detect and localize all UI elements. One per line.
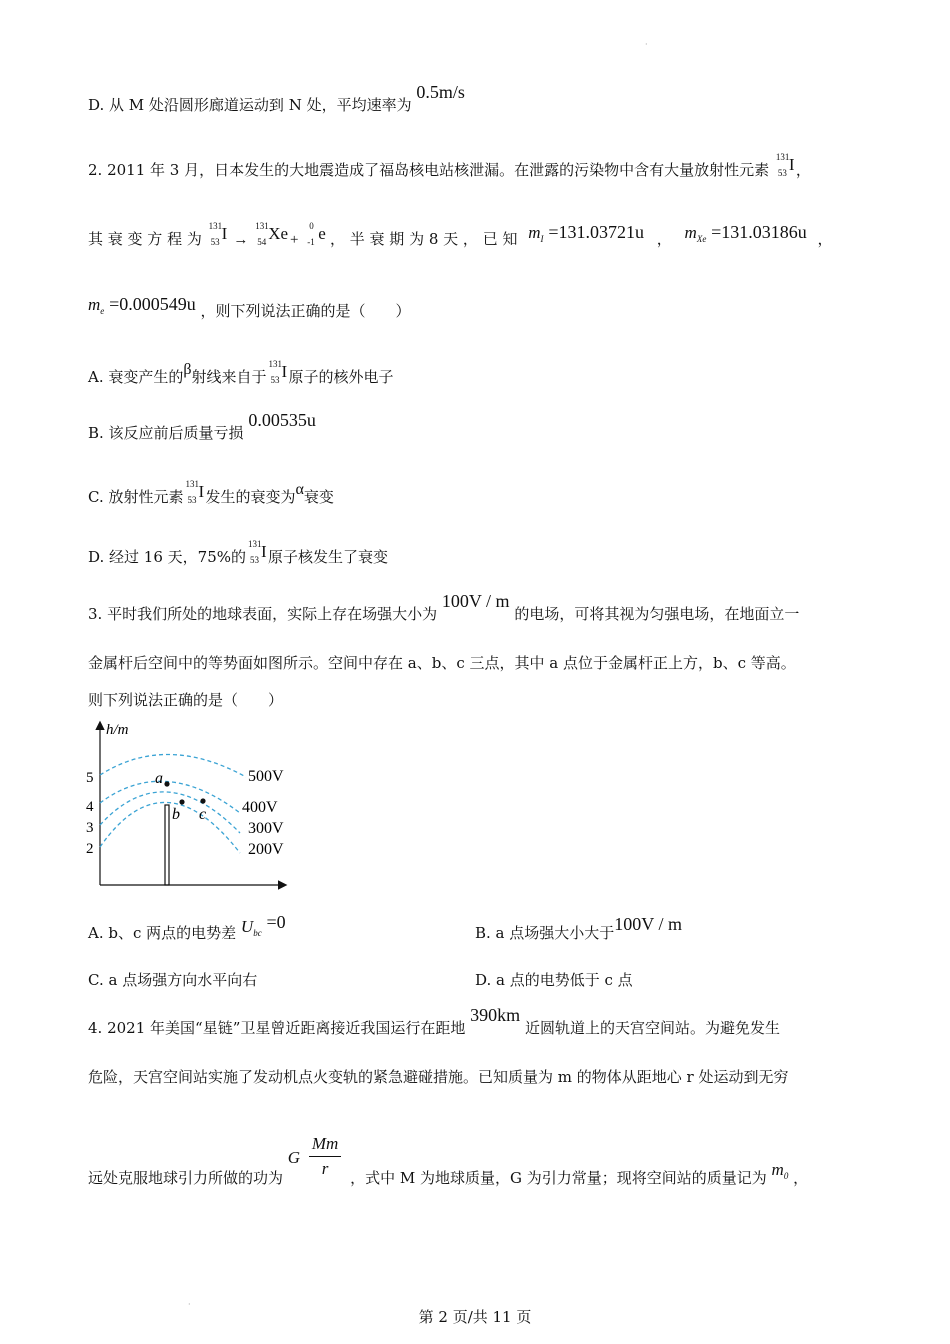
point-label: a: [155, 770, 163, 787]
m-xe-value: =131.03186u: [711, 222, 807, 242]
m-i-value: =131.03721u: [548, 222, 644, 242]
q2c-mid: 发生的衰变为: [205, 488, 296, 506]
q2c-pre: C. 放射性元素: [88, 488, 184, 506]
q3a-value: =0: [266, 912, 286, 932]
iodine-nuclide: 131 53 I: [248, 539, 267, 565]
u-bc-symbol: $U_{bc}$: [240, 917, 262, 938]
q4-line3: [88, 1132, 809, 1187]
iodine-nuclide: 131 53 I: [208, 221, 228, 247]
q2b-text: B. 该反应前后质量亏损: [88, 424, 244, 442]
xenon-nuclide: 131 54 Xe: [255, 221, 289, 247]
equipotential-figure: [80, 715, 310, 895]
q2-option-b: [88, 410, 316, 443]
q3-option-b: [475, 914, 682, 943]
q3c-text: C. a 点场强方向水平向右: [88, 971, 258, 989]
q2d-pre: D. 经过 16 天，75%的: [88, 548, 246, 566]
q3-line2-text: 金属杆后空间中的等势面如图所示。空间中存在 a、b、c 三点，其中 a 点位于金属杆正上方，b、c 等高。: [88, 654, 796, 672]
iodine-nuclide: 131 53 I: [775, 152, 795, 178]
y-tick: 2: [86, 841, 94, 857]
point-label: b: [172, 806, 180, 823]
mm-over-r-fraction: $\frac{Mm}{r}$: [309, 1132, 341, 1181]
point-label: c: [199, 806, 207, 823]
iodine-nuclide: 131 53 I: [268, 359, 288, 385]
q2a-pre: A. 衰变产生的: [88, 368, 184, 386]
m-e-value: =0.000549u: [109, 294, 196, 314]
q2b-value: 0.00535u: [248, 410, 316, 430]
q1-option-d: [88, 82, 465, 115]
point-c: [200, 798, 205, 803]
q3b-text: B. a 点场强大小大于: [475, 924, 615, 942]
q2-line1: 2. 2011 年 3 月，日本发生的大地震造成了福岛核电站核泄漏。在泄露的污染物中含有大量放射性元素 131 53 I ，: [88, 152, 811, 179]
q4-line3-end: ，: [793, 1168, 809, 1187]
q2-option-a: [88, 359, 394, 388]
q2-line3-suffix: ，则下列说法正确的是（ ）: [200, 302, 411, 320]
electron-symbol: 0 -1 e: [307, 221, 326, 247]
q3d-text: D. a 点的电势低于 c 点: [475, 971, 633, 989]
q2a-end: 原子的核外电子: [288, 368, 394, 386]
q3-line1: [88, 591, 800, 624]
y-axis-label: h/m: [106, 722, 129, 738]
metal-rod: [165, 805, 169, 885]
q4-line3-pre: 远处克服地球引力所做的功为: [88, 1168, 284, 1187]
q3-option-a: [88, 912, 286, 949]
q4-line1-pre: 4. 2021 年美国“星链”卫星曾近距离接近我国运行在距地: [88, 1019, 466, 1037]
equipotential-curve: [100, 754, 246, 777]
q3-option-d: [475, 970, 633, 990]
alpha-symbol: α: [295, 481, 304, 498]
q4-line1: [88, 1005, 780, 1038]
q4-altitude: 390km: [470, 1005, 521, 1025]
q3-line3: [88, 690, 283, 710]
q1d-value: 0.5m/s: [416, 82, 465, 102]
q2-line2-prefix: 其 衰 变 方 程 为: [88, 230, 202, 248]
q3-field-value: 100V / m: [441, 591, 510, 611]
g-symbol: G: [287, 1147, 301, 1167]
m-e-symbol: $m_e$: [88, 295, 105, 316]
arrow-icon: →: [233, 232, 249, 248]
q2-line2-mid: ， 半 衰 期 为 8 天 ， 已 知: [330, 230, 518, 248]
y-tick: 3: [86, 820, 94, 836]
beta-symbol: β: [183, 361, 192, 378]
q3-line1-post: 的电场，可将其视为匀强电场，在地面立一: [514, 605, 800, 623]
q4-line1-post: 近圆轨道上的天宫空间站。为避免发生: [524, 1019, 780, 1037]
q4-line2: [88, 1067, 788, 1087]
q3b-value: 100V / m: [614, 914, 682, 934]
q3a-text: A. b、c 两点的电势差: [88, 924, 237, 942]
q3-line2: [88, 653, 796, 673]
curve-label: 400V: [242, 799, 278, 816]
q2-line1-text: 2. 2011 年 3 月，日本发生的大地震造成了福岛核电站核泄漏。在泄露的污染物中含有大量放射性元素: [88, 161, 770, 179]
equipotential-curve: [100, 781, 240, 813]
equipotential-curve: [100, 792, 240, 833]
y-tick: 5: [86, 770, 94, 786]
scan-dot: ·: [188, 1300, 191, 1309]
curve-label: 300V: [248, 820, 284, 837]
q3-line3-text: 则下列说法正确的是（ ）: [88, 691, 284, 709]
q2-line2: 其 衰 变 方 程 为 131 53 I → 131 54 Xe + 0 -1 e ， 半 衰 期 为 8 天 ， 已 知 $m_I =131.03721u$ ， $m_{Xe} =131.03186u$ ，: [88, 221, 833, 248]
q1d-text: D. 从 M 处沿圆形廊道运动到 N 处，平均速率为: [88, 96, 412, 114]
q2c-end: 衰变: [303, 488, 334, 506]
m-xe-symbol: $m_{Xe}$: [684, 223, 707, 244]
point-b: [179, 799, 184, 804]
curve-label: 500V: [248, 768, 284, 785]
m-i-symbol: $m_I$: [528, 223, 544, 244]
point-a: [164, 781, 169, 786]
equipotential-curve: [100, 802, 240, 853]
q3-line1-pre: 3. 平时我们所处的地球表面，实际上存在场强大小为: [88, 605, 438, 623]
y-tick: 4: [86, 799, 94, 815]
page-footer: 第 2 页/共 11 页: [418, 1308, 532, 1326]
iodine-nuclide: 131 53 I: [185, 479, 205, 505]
q2-option-c: [88, 479, 334, 508]
q4-line3-post: ，式中 M 为地球质量，G 为引力常量；现将空间站的质量记为: [350, 1168, 767, 1187]
q2-line3: [88, 294, 411, 327]
q2a-post: 射线来自于: [191, 368, 267, 386]
curve-label: 200V: [248, 841, 284, 858]
q2d-end: 原子核发生了衰变: [268, 548, 389, 566]
q3-option-c: [88, 970, 257, 990]
m0-symbol: $m_0$: [771, 1159, 789, 1181]
q4-line2-text: 危险，天宫空间站实施了发动机点火变轨的紧急避碰措施。已知质量为 m 的物体从距地心 r 处运动到无穷: [88, 1068, 789, 1086]
q2-option-d: [88, 539, 389, 567]
scan-dot: ·: [645, 40, 648, 49]
